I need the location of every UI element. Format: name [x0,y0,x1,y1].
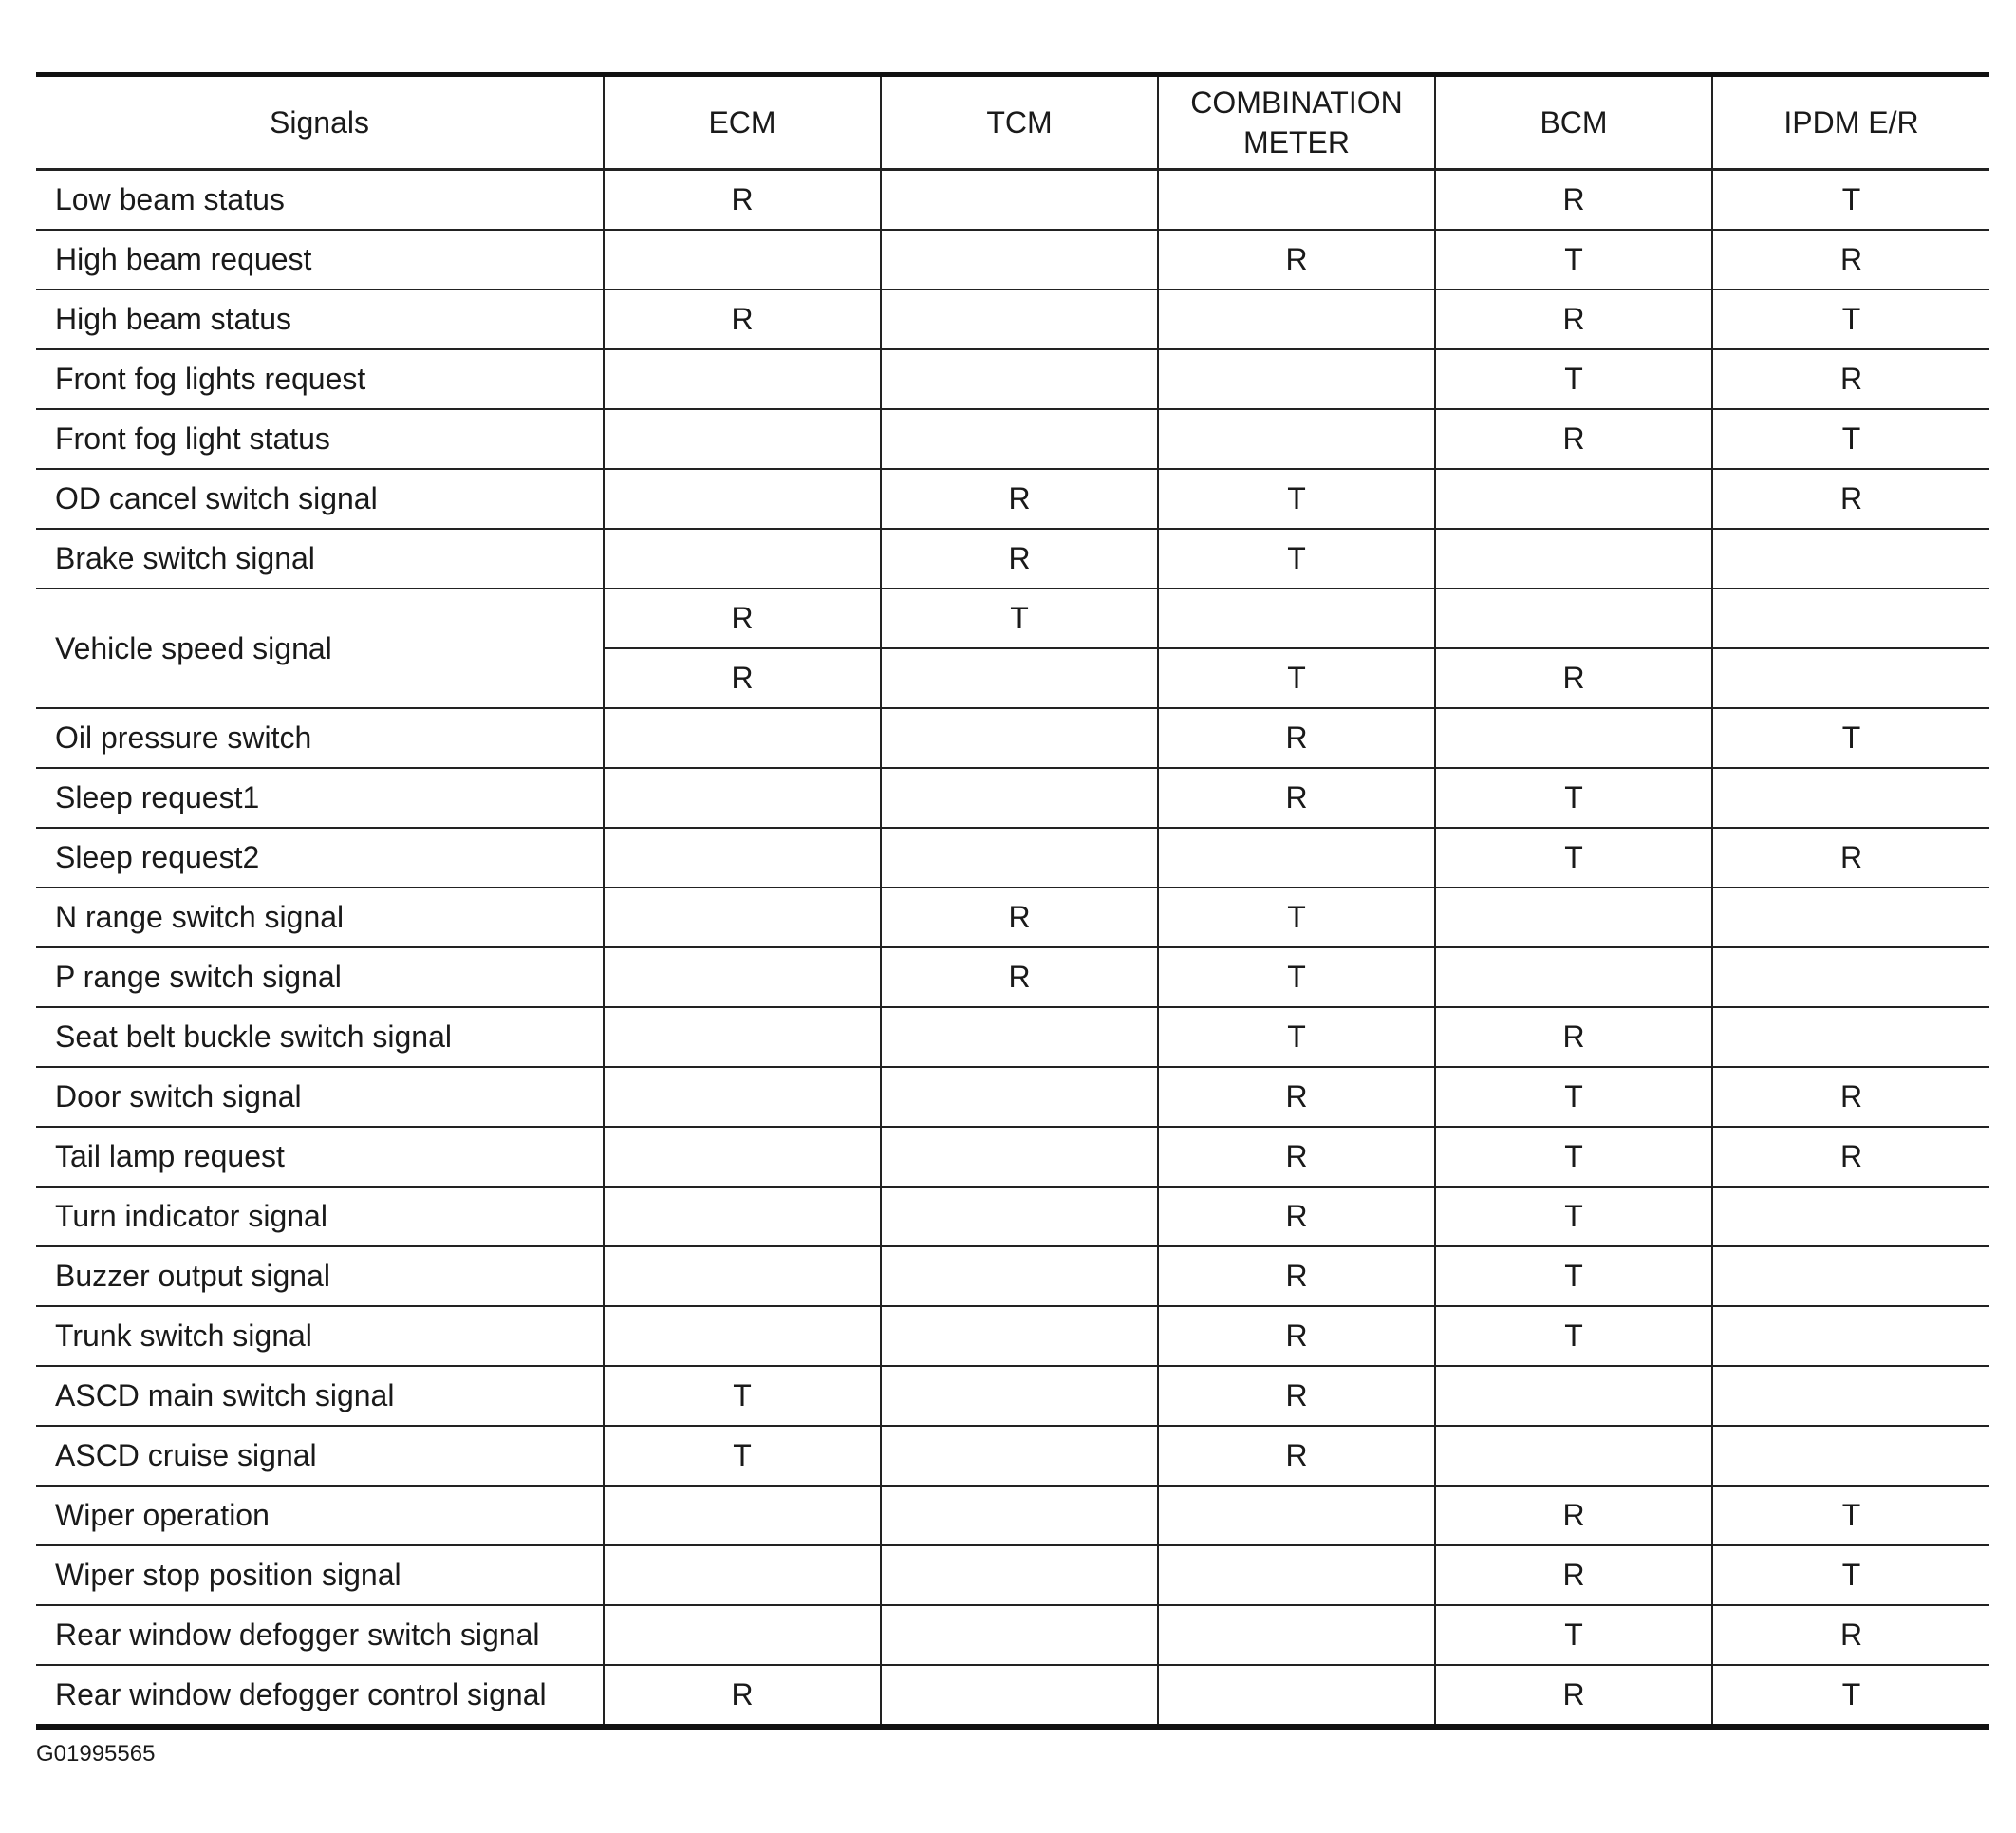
tcm-cell [881,1486,1158,1545]
ipdm-cell: R [1712,1067,1989,1127]
header-meter-line2: METER [1243,125,1350,159]
ipdm-cell [1712,768,1989,828]
bcm-cell: R [1435,1007,1712,1067]
table-row [36,947,1989,1007]
bcm-cell: T [1435,1127,1712,1187]
signal-name-cell: Vehicle speed signal [36,589,604,708]
table-row [36,708,1989,768]
ipdm-cell: T [1712,1665,1989,1727]
bcm-cell: R [1435,1665,1712,1727]
signal-name-cell: ASCD main switch signal [36,1366,604,1426]
meter-cell: R [1158,1187,1435,1246]
bcm-cell: T [1435,1187,1712,1246]
ecm-cell [604,1545,881,1605]
ecm-cell [604,529,881,589]
meter-cell [1158,349,1435,409]
table-row [36,828,1989,888]
table-row [36,349,1989,409]
ecm-cell [604,469,881,529]
bcm-cell [1435,529,1712,589]
tcm-cell [881,1067,1158,1127]
tcm-cell [881,1665,1158,1727]
ipdm-cell: R [1712,1605,1989,1665]
signal-name-cell: Turn indicator signal [36,1187,604,1246]
ecm-cell [604,349,881,409]
bcm-cell: R [1435,648,1712,708]
ecm-cell [604,1067,881,1127]
meter-cell: R [1158,230,1435,290]
signal-name-cell: Door switch signal [36,1067,604,1127]
table-row [36,1426,1989,1486]
signal-name-cell: P range switch signal [36,947,604,1007]
bcm-cell: T [1435,1067,1712,1127]
signal-name-cell: Sleep request2 [36,828,604,888]
signal-name-cell: Buzzer output signal [36,1246,604,1306]
meter-cell [1158,1545,1435,1605]
meter-cell: T [1158,947,1435,1007]
table-row [36,1007,1989,1067]
ipdm-cell: R [1712,828,1989,888]
tcm-cell [881,409,1158,469]
tcm-cell: R [881,469,1158,529]
table-header-row [36,75,1989,170]
meter-cell: R [1158,1246,1435,1306]
ecm-cell [604,1246,881,1306]
meter-cell [1158,170,1435,231]
ipdm-cell: T [1712,290,1989,349]
signal-name-cell: Seat belt buckle switch signal [36,1007,604,1067]
ipdm-cell: R [1712,349,1989,409]
bcm-cell [1435,1426,1712,1486]
signal-name-cell: N range switch signal [36,888,604,947]
meter-cell: R [1158,1426,1435,1486]
ecm-cell [604,1605,881,1665]
meter-cell [1158,589,1435,648]
signal-name-cell: OD cancel switch signal [36,469,604,529]
bcm-cell: T [1435,1605,1712,1665]
ecm-cell [604,230,881,290]
tcm-cell [881,1127,1158,1187]
meter-cell: R [1158,1366,1435,1426]
ipdm-cell [1712,1366,1989,1426]
meter-cell: T [1158,888,1435,947]
ipdm-cell [1712,947,1989,1007]
bcm-cell: R [1435,409,1712,469]
meter-cell: R [1158,768,1435,828]
ecm-cell [604,708,881,768]
table-row [36,1366,1989,1426]
bcm-cell: T [1435,230,1712,290]
ecm-cell: R [604,1665,881,1727]
table-row [36,409,1989,469]
table-row [36,1246,1989,1306]
header-ipdm: IPDM E/R [1712,75,1989,170]
signal-name-cell: Trunk switch signal [36,1306,604,1366]
tcm-cell [881,1187,1158,1246]
bcm-cell [1435,589,1712,648]
ipdm-cell: R [1712,469,1989,529]
ecm-cell [604,409,881,469]
table-row [36,888,1989,947]
tcm-cell: R [881,888,1158,947]
tcm-cell [881,1306,1158,1366]
bcm-cell [1435,947,1712,1007]
ecm-cell: R [604,290,881,349]
meter-cell: R [1158,1127,1435,1187]
tcm-cell [881,828,1158,888]
ecm-cell [604,1127,881,1187]
header-ecm: ECM [604,75,881,170]
signal-name-cell: Oil pressure switch [36,708,604,768]
tcm-cell [881,1007,1158,1067]
ipdm-cell [1712,589,1989,648]
meter-cell [1158,409,1435,469]
tcm-cell: R [881,529,1158,589]
meter-cell: T [1158,648,1435,708]
ecm-cell: T [604,1426,881,1486]
meter-cell [1158,1605,1435,1665]
bcm-cell [1435,708,1712,768]
bcm-cell: T [1435,828,1712,888]
ecm-cell [604,1007,881,1067]
ecm-cell: R [604,589,881,648]
tcm-cell [881,1246,1158,1306]
table-row [36,1545,1989,1605]
header-meter-line1: COMBINATION [1190,85,1403,120]
bcm-cell: R [1435,1545,1712,1605]
figure-code: G01995565 [36,1741,156,1767]
bcm-cell: R [1435,1486,1712,1545]
meter-cell: T [1158,469,1435,529]
tcm-cell [881,349,1158,409]
ipdm-cell: T [1712,170,1989,231]
tcm-cell [881,290,1158,349]
tcm-cell [881,170,1158,231]
meter-cell [1158,1486,1435,1545]
meter-cell: T [1158,1007,1435,1067]
ecm-cell [604,1306,881,1366]
signal-name-cell: Wiper stop position signal [36,1545,604,1605]
tcm-cell: R [881,947,1158,1007]
table-row [36,469,1989,529]
table-row [36,768,1989,828]
meter-cell [1158,1665,1435,1727]
table-row [36,1605,1989,1665]
tcm-cell: T [881,589,1158,648]
ipdm-cell: R [1712,1127,1989,1187]
signal-name-cell: Low beam status [36,170,604,231]
ecm-cell [604,1187,881,1246]
ecm-cell [604,1486,881,1545]
tcm-cell [881,708,1158,768]
signal-name-cell: Rear window defogger control signal [55,1677,547,1711]
meter-cell: R [1158,1067,1435,1127]
ipdm-cell [1712,1246,1989,1306]
ipdm-cell [1712,1007,1989,1067]
ecm-cell [604,828,881,888]
ecm-cell [604,888,881,947]
signal-name-cell: Wiper operation [36,1486,604,1545]
tcm-cell [881,1366,1158,1426]
tcm-cell [881,230,1158,290]
ipdm-cell: T [1712,708,1989,768]
ecm-cell: R [604,170,881,231]
ipdm-cell: T [1712,1545,1989,1605]
signal-name-cell: Sleep request1 [36,768,604,828]
ipdm-cell [1712,648,1989,708]
bcm-cell [1435,888,1712,947]
tcm-cell [881,1605,1158,1665]
bcm-cell [1435,469,1712,529]
table-row [36,1665,1989,1727]
ipdm-cell [1712,888,1989,947]
signal-name-cell: Brake switch signal [36,529,604,589]
ecm-cell: T [604,1366,881,1426]
table-row [36,529,1989,589]
ecm-cell [604,947,881,1007]
ipdm-cell: T [1712,409,1989,469]
meter-cell: R [1158,708,1435,768]
tcm-cell [881,1426,1158,1486]
ipdm-cell [1712,1187,1989,1246]
signal-name-cell: Rear window defogger switch signal [36,1605,604,1665]
table-row [36,1306,1989,1366]
bcm-cell: T [1435,1246,1712,1306]
table-row [36,290,1989,349]
header-bcm: BCM [1435,75,1712,170]
bcm-cell [1435,1366,1712,1426]
tcm-cell [881,768,1158,828]
signal-name-cell: High beam status [36,290,604,349]
bcm-cell: R [1435,170,1712,231]
bcm-cell: R [1435,290,1712,349]
table-row [36,1187,1989,1246]
meter-cell [1158,828,1435,888]
table-row [36,170,1989,231]
signal-name-cell: Front fog light status [36,409,604,469]
header-combination-meter [1158,75,1435,170]
meter-cell [1158,290,1435,349]
table-body [36,170,1989,1728]
bcm-cell: T [1435,768,1712,828]
signal-name-cell: ASCD cruise signal [36,1426,604,1486]
ipdm-cell: T [1712,1486,1989,1545]
ipdm-cell [1712,1426,1989,1486]
header-tcm: TCM [881,75,1158,170]
table-row [36,230,1989,290]
table-row [36,1486,1989,1545]
bcm-cell: T [1435,349,1712,409]
signal-name-cell: High beam request [36,230,604,290]
table-row [36,1127,1989,1187]
meter-cell: T [1158,529,1435,589]
header-signals: Signals [36,75,604,170]
signal-name-cell: Front fog lights request [36,349,604,409]
ecm-cell: R [604,648,881,708]
signal-chart-sheet [36,72,1989,1730]
signal-name-cell: Tail lamp request [36,1127,604,1187]
ipdm-cell: R [1712,230,1989,290]
can-signal-table [36,72,1989,1730]
table-row [36,589,1989,648]
ipdm-cell [1712,529,1989,589]
tcm-cell [881,648,1158,708]
meter-cell: R [1158,1306,1435,1366]
ipdm-cell [1712,1306,1989,1366]
table-row [36,1067,1989,1127]
bcm-cell: T [1435,1306,1712,1366]
tcm-cell [881,1545,1158,1605]
ecm-cell [604,768,881,828]
